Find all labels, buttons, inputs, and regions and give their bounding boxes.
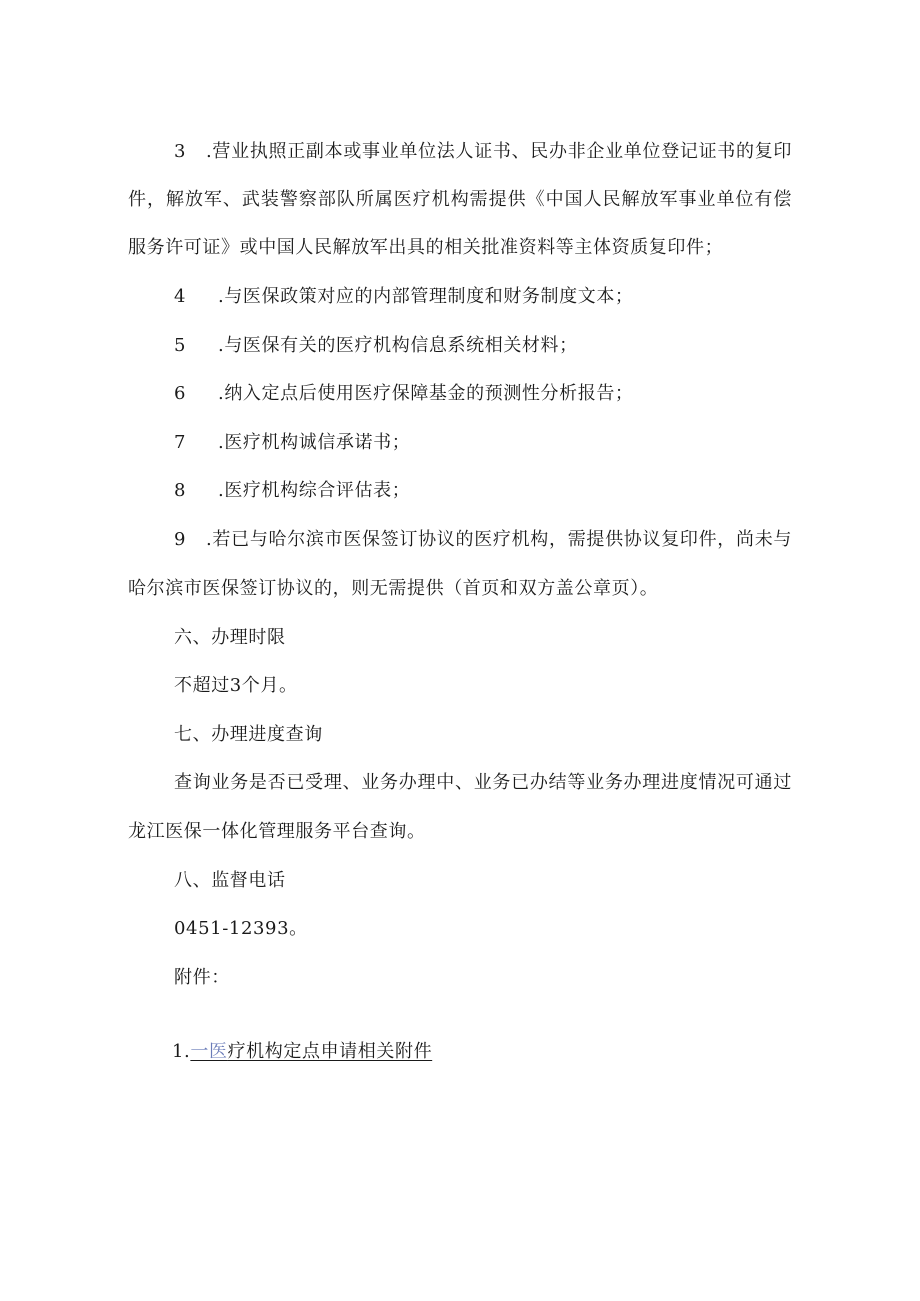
item-9-number: 9 — [174, 529, 187, 550]
item-3-line-1: 3 .营业执照正副本或事业单位法人证书、民办非企业单位登记证书的复印 — [174, 141, 792, 162]
item-7: 7 .医疗机构诚信承诺书； — [174, 432, 411, 453]
attachment-item-1-number: 1. — [172, 1041, 191, 1062]
item-6-number: 6 — [174, 383, 187, 404]
section-7-line-1: 查询业务是否已受理、业务办理中、业务已办结等业务办理进度情况可通过 — [174, 772, 792, 793]
item-9-line-2: 哈尔滨市医保签订协议的，则无需提供（首页和双方盖公章页）。 — [128, 578, 659, 599]
item-3-line-2: 件，解放军、武装警察部队所属医疗机构需提供《中国人民解放军事业单位有偿 — [128, 189, 792, 210]
item-4: 4 .与医保政策对应的内部管理制度和财务制度文本； — [174, 286, 634, 307]
attachment-item-1 — [172, 1040, 432, 1064]
section-8-heading: 八、监督电话 — [174, 870, 286, 891]
section-6-body: 不超过3个月。 — [174, 675, 298, 696]
item-8: 8 .医疗机构综合评估表； — [174, 480, 411, 501]
attachment-link-1[interactable]: 一医疗机构定点申请相关附件 — [190, 1041, 433, 1062]
section-7-heading: 七、办理进度查询 — [174, 724, 323, 745]
item-9-line-1: 9 .若已与哈尔滨市医保签订协议的医疗机构，需提供协议复印件，尚未与 — [174, 529, 792, 550]
attachments-label: 附件： — [174, 967, 230, 988]
item-5: 5 .与医保有关的医疗机构信息系统相关材料； — [174, 335, 578, 356]
supervision-phone: 0451-12393。 — [174, 918, 308, 939]
section-6-heading: 六、办理时限 — [174, 627, 286, 648]
item-3-line-3: 服务许可证》或中国人民解放军出具的相关批准资料等主体资质复印件； — [128, 237, 724, 258]
section-7-line-2: 龙江医保一体化管理服务平台查询。 — [128, 821, 426, 842]
item-5-number: 5 — [174, 335, 187, 356]
item-4-number: 4 — [174, 286, 187, 307]
item-7-number: 7 — [174, 432, 187, 453]
item-8-number: 8 — [174, 480, 187, 501]
item-6: 6 .纳入定点后使用医疗保障基金的预测性分析报告； — [174, 383, 634, 404]
item-3-number: 3 — [174, 141, 187, 162]
